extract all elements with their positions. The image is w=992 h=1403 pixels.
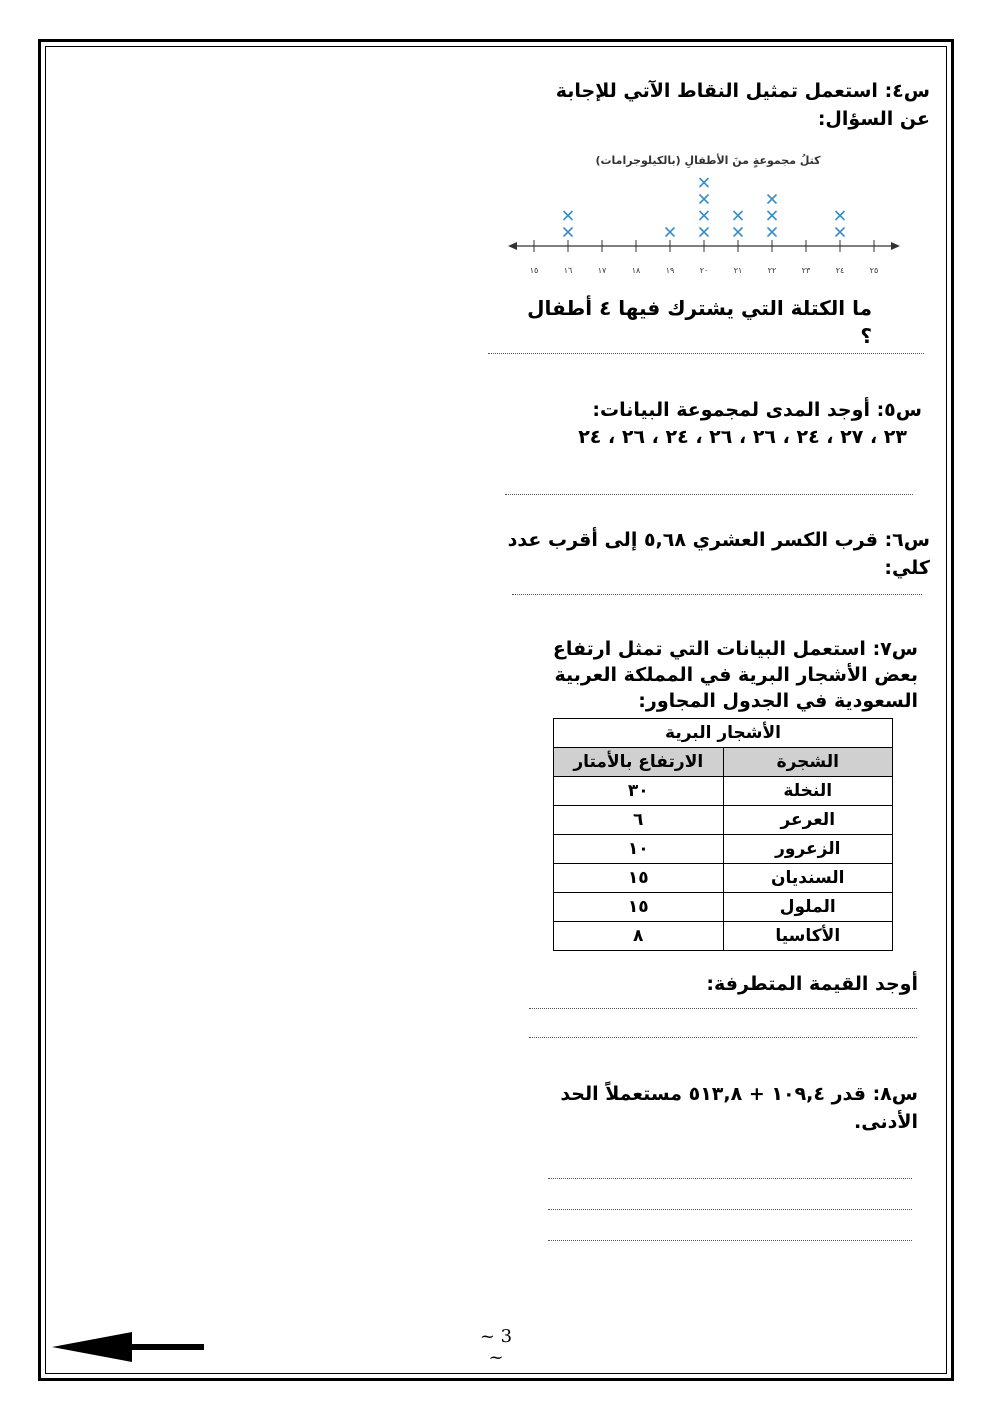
data-point-x-mark (836, 211, 845, 220)
tick-label: ١٥ (529, 266, 539, 275)
data-point-x-mark (768, 228, 777, 237)
data-point-x-mark (700, 228, 709, 237)
tick-label: ٢٣ (801, 266, 811, 275)
data-point-x-mark (666, 228, 675, 237)
chart-title: كتلُ مجموعةٍ منَ الأطفالِ (بالكيلوجرامات) (595, 154, 821, 167)
table-row (554, 893, 893, 922)
data-point-x-mark (734, 228, 743, 237)
tree-name: الزعرور (723, 835, 893, 864)
tick-label: ١٩ (665, 266, 675, 275)
data-point-x-mark (700, 195, 709, 204)
answer-line-q5[interactable] (505, 494, 913, 495)
tree-height: ١٥ (554, 893, 724, 922)
data-point-x-mark (564, 228, 573, 237)
data-point-x-mark (700, 211, 709, 220)
tree-name: السنديان (723, 864, 893, 893)
data-point-x-mark (768, 211, 777, 220)
answer-line-q6[interactable] (512, 594, 922, 595)
axis-arrow-right (891, 242, 900, 250)
tick-label: ٢٠ (699, 266, 709, 275)
tree-height: ٦ (554, 806, 724, 835)
chart-axis (508, 240, 900, 275)
question-5-text: س٥: أوجد المدى لمجموعة البيانات: (592, 399, 922, 421)
table-row (554, 835, 893, 864)
column-header-height: الارتفاع بالأمتار (554, 748, 724, 777)
answer-line-q4[interactable] (488, 353, 924, 354)
answer-line-q7-2[interactable] (529, 1037, 917, 1038)
table-row (554, 922, 893, 951)
tick-label: ٢٤ (835, 266, 845, 275)
data-point-x-mark (564, 211, 573, 220)
line-plot-chart (508, 148, 900, 283)
question-4-text: س٤: استعمل تمثيل النقاط الآتي للإجابة عن السؤال: (555, 80, 930, 130)
tree-height: ٣٠ (554, 777, 724, 806)
question-6-text: س٦: قرب الكسر العشري ٥,٦٨ إلى أقرب عدد كلي: (507, 529, 930, 579)
column-header-tree: الشجرة (723, 748, 893, 777)
tick-label: ١٧ (597, 266, 607, 275)
chart-points (564, 178, 845, 237)
tree-height: ٨ (554, 922, 724, 951)
question-4-subquestion: ما الكتلة التي يشترك فيها ٤ أطفال ؟ (527, 296, 872, 348)
data-point-x-mark (734, 211, 743, 220)
data-point-x-mark (700, 178, 709, 187)
question-8-text: س٨: قدر ١٠٩,٤ + ٥١٣,٨ مستعملاً الحد الأدنى. (560, 1083, 918, 1133)
axis-arrow-left (508, 242, 517, 250)
tick-label: ١٦ (563, 266, 573, 275)
tick-label: ١٨ (631, 266, 641, 275)
table-title: الأشجار البرية (554, 719, 893, 748)
trees-table (553, 718, 893, 951)
tree-name: الأكاسيا (723, 922, 893, 951)
table-row (554, 806, 893, 835)
data-point-x-mark (768, 195, 777, 204)
question-5-data: ٢٣ ، ٢٧ ، ٢٤ ، ٢٦ ، ٢٦ ، ٢٤ ، ٢٦ ، ٢٤ (578, 426, 907, 448)
answer-line-q8-3[interactable] (548, 1240, 912, 1241)
tree-name: النخلة (723, 777, 893, 806)
answer-line-q8-2[interactable] (548, 1209, 912, 1210)
tick-label: ٢١ (733, 266, 743, 275)
tick-label: ٢٢ (767, 266, 777, 275)
tree-height: ١٥ (554, 864, 724, 893)
left-arrow-icon[interactable] (52, 1330, 207, 1364)
tree-height: ١٠ (554, 835, 724, 864)
table-row (554, 864, 893, 893)
data-point-x-mark (836, 228, 845, 237)
answer-line-q7-1[interactable] (529, 1008, 917, 1009)
tick-label: ٢٥ (869, 266, 879, 275)
tree-name: الملول (723, 893, 893, 922)
table-row (554, 777, 893, 806)
question-7-text: س٧: استعمل البيانات التي تمثل ارتفاع بعض الأشجار البرية في المملكة العربية السعودية في الجدول المجاور: (552, 638, 918, 712)
page-number: ~ 3 ~ (479, 1326, 513, 1368)
answer-line-q8-1[interactable] (548, 1178, 912, 1179)
question-7-subquestion: أوجد القيمة المتطرفة: (706, 973, 918, 995)
tree-name: العرعر (723, 806, 893, 835)
